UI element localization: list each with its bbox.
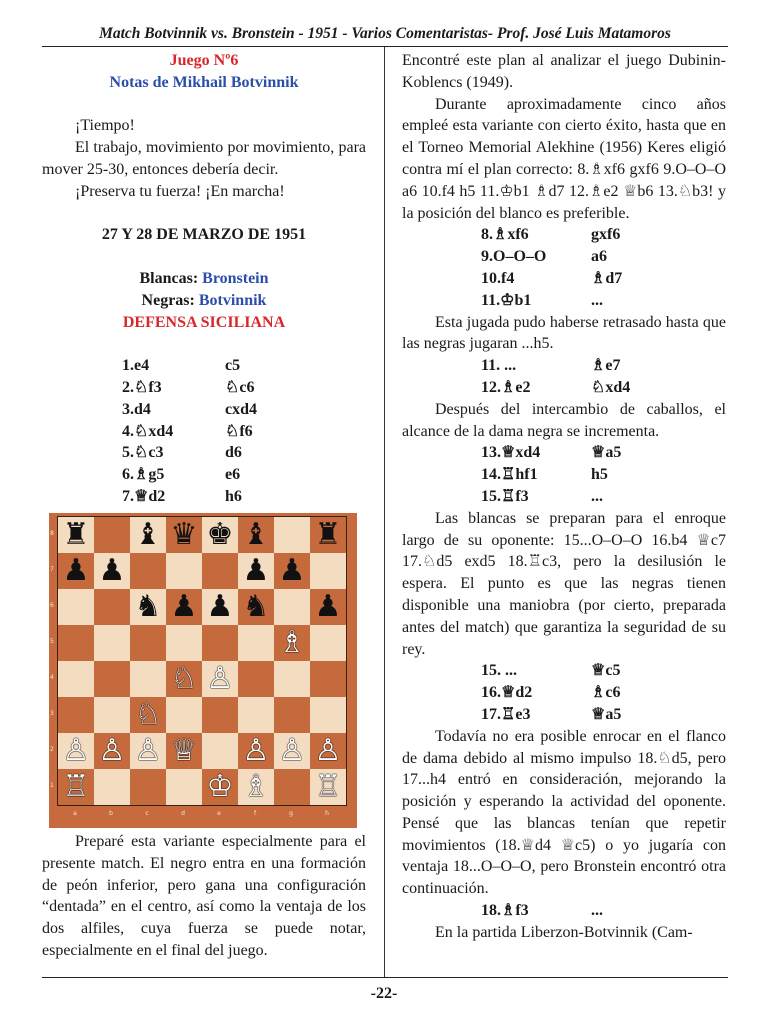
white-rook-icon: ♖ (62, 769, 90, 804)
white-move: 4.♘xd4 (122, 422, 174, 440)
square-g4 (274, 661, 310, 697)
white-move: 9.O–O–O (481, 248, 547, 266)
white-label: Blancas: (139, 269, 199, 287)
square-a3 (58, 697, 94, 733)
square-f6 (238, 589, 274, 625)
move-row (481, 224, 726, 246)
left-column (42, 50, 366, 508)
black-move: ♘c6 (225, 378, 255, 396)
square-f4 (238, 661, 274, 697)
white-move: 10.f4 (481, 269, 515, 287)
move-row (481, 442, 726, 464)
quote-line-3: ¡Preserva tu fuerza! ¡En marcha! (75, 182, 285, 200)
square-d4 (166, 661, 202, 697)
square-a7 (58, 553, 94, 589)
move-row (481, 290, 726, 312)
rank-label: 4 (50, 674, 54, 681)
white-pawn-icon: ♙ (134, 733, 162, 768)
black-bishop-icon: ♝ (134, 517, 162, 552)
black-move: ... (591, 902, 603, 920)
move-row (481, 682, 726, 704)
moves-block-4 (481, 660, 726, 725)
square-g2 (274, 733, 310, 769)
square-d5 (166, 625, 202, 661)
move-row (122, 486, 366, 508)
file-label: e (217, 810, 221, 817)
black-move: d6 (225, 444, 242, 462)
square-a6 (58, 589, 94, 625)
black-move: ♗e7 (591, 357, 621, 375)
file-label: f (253, 810, 257, 817)
square-c5 (130, 625, 166, 661)
move-row (122, 399, 366, 421)
rank-label: 2 (50, 746, 54, 753)
move-row (122, 377, 366, 399)
square-h7 (310, 553, 346, 589)
black-queen-icon: ♛ (170, 517, 198, 552)
square-b4 (94, 661, 130, 697)
square-b6 (94, 589, 130, 625)
black-pawn-icon: ♟ (62, 553, 90, 588)
black-pawn-icon: ♟ (314, 589, 342, 624)
file-label: g (289, 810, 293, 817)
white-move: 3.d4 (122, 400, 151, 418)
square-e5 (202, 625, 238, 661)
square-a4 (58, 661, 94, 697)
square-e4 (202, 661, 238, 697)
white-move: 2.♘f3 (122, 378, 162, 396)
page-number: -22- (370, 985, 398, 1002)
white-name: Bronstein (202, 269, 269, 287)
moves-block-1 (481, 224, 726, 311)
white-move: 1.e4 (122, 357, 150, 375)
file-label: d (181, 810, 185, 817)
square-e1 (202, 769, 238, 805)
black-move: ♘xd4 (591, 378, 631, 396)
square-f2 (238, 733, 274, 769)
move-row (481, 486, 726, 508)
move-row (481, 355, 726, 377)
square-e7 (202, 553, 238, 589)
square-b8 (94, 517, 130, 553)
square-d2 (166, 733, 202, 769)
black-name: Botvinnik (198, 291, 267, 309)
white-move: 7.♕d2 (122, 487, 166, 505)
black-move: cxd4 (225, 400, 257, 418)
white-king-icon: ♔ (206, 769, 234, 804)
white-pawn-icon: ♙ (98, 733, 126, 768)
square-g6 (274, 589, 310, 625)
file-label: b (109, 810, 113, 817)
game-date: 27 Y 28 DE MARZO DE 1951 (101, 226, 307, 244)
white-pawn-icon: ♙ (206, 661, 234, 696)
square-g8 (274, 517, 310, 553)
black-move: ... (591, 291, 603, 309)
square-b3 (94, 697, 130, 733)
white-move: 6.♗g5 (122, 466, 165, 484)
chess-board (57, 516, 347, 806)
white-knight-icon: ♘ (170, 661, 198, 696)
black-move: a6 (591, 248, 607, 266)
rank-labels (50, 516, 57, 804)
square-c3 (130, 697, 166, 733)
square-d1 (166, 769, 202, 805)
white-pawn-icon: ♙ (242, 733, 270, 768)
move-row (122, 421, 366, 443)
black-rook-icon: ♜ (314, 517, 342, 552)
white-player (42, 268, 366, 290)
square-g5 (274, 625, 310, 661)
moves-block-5 (481, 900, 726, 922)
square-e3 (202, 697, 238, 733)
white-move: 11.♔b1 (481, 291, 532, 309)
square-c8 (130, 517, 166, 553)
white-knight-icon: ♘ (134, 697, 162, 732)
black-player (42, 290, 366, 312)
commentary-p1: Encontré este plan al analizar el juego Dubinin-Koblencs (1949). (402, 52, 726, 91)
black-move: e6 (225, 466, 241, 484)
rank-label: 5 (50, 638, 54, 645)
black-pawn-icon: ♟ (170, 589, 198, 624)
running-header: Match Botvinnik vs. Bronstein - 1951 - Varios Comentaristas- Prof. José Luis Matamoros (99, 25, 671, 42)
column-divider (384, 47, 385, 977)
square-f7 (238, 553, 274, 589)
rank-label: 7 (50, 566, 54, 573)
white-move: 18.♗f3 (481, 902, 529, 920)
white-pawn-icon: ♙ (62, 733, 90, 768)
file-label: c (145, 810, 149, 817)
notes-author: Notas de Mikhail Botvinnik (109, 73, 299, 91)
square-a8 (58, 517, 94, 553)
black-knight-icon: ♞ (242, 589, 270, 624)
black-rook-icon: ♜ (62, 517, 90, 552)
moves-block-3 (481, 442, 726, 507)
white-move: 5.♘c3 (122, 444, 164, 462)
commentary-p5: Las blancas se preparan para el enroque largo de su oponente: 15...O–O–O 16.b4 ♕c7 17.♘d5 exd5 18.♖c3, pero la desilusión le espera. El punto es que las negras tienen disponible una maniobra (por cierto, preparada antes del match) que garantiza la seguridad de su rey. (402, 509, 726, 658)
commentary-p4: Después del intercambio de caballos, el alcance de la dama negra se incrementa. (402, 400, 726, 440)
square-d8 (166, 517, 202, 553)
square-d7 (166, 553, 202, 589)
black-pawn-icon: ♟ (98, 553, 126, 588)
move-row (481, 246, 726, 268)
square-h6 (310, 589, 346, 625)
black-move: ♘f6 (225, 422, 253, 440)
white-queen-icon: ♕ (170, 733, 198, 768)
black-move: ♕a5 (591, 444, 622, 462)
black-pawn-icon: ♟ (206, 589, 234, 624)
white-move: 15.♖f3 (481, 487, 529, 505)
file-label: h (325, 810, 329, 817)
white-move: 15. ... (481, 662, 517, 680)
move-row (481, 704, 726, 726)
square-a5 (58, 625, 94, 661)
black-knight-icon: ♞ (134, 589, 162, 624)
square-c4 (130, 661, 166, 697)
file-labels (57, 807, 345, 821)
square-d3 (166, 697, 202, 733)
square-h4 (310, 661, 346, 697)
square-f8 (238, 517, 274, 553)
rank-label: 3 (50, 710, 54, 717)
square-b1 (94, 769, 130, 805)
white-pawn-icon: ♙ (278, 733, 306, 768)
black-move: ♕c5 (591, 662, 621, 680)
square-g1 (274, 769, 310, 805)
square-e8 (202, 517, 238, 553)
square-g7 (274, 553, 310, 589)
square-h1 (310, 769, 346, 805)
black-move: ♗d7 (591, 269, 623, 287)
black-king-icon: ♚ (206, 517, 234, 552)
square-b2 (94, 733, 130, 769)
white-move: 14.♖hf1 (481, 466, 538, 484)
quote-line-2: El trabajo, movimiento por movimiento, para mover 25-30, entonces debería decir. (42, 139, 366, 178)
black-move: gxf6 (591, 226, 621, 244)
white-move: 8.♗xf6 (481, 226, 529, 244)
square-f1 (238, 769, 274, 805)
white-bishop-icon: ♗ (278, 625, 306, 660)
white-rook-icon: ♖ (314, 769, 342, 804)
square-h5 (310, 625, 346, 661)
square-f5 (238, 625, 274, 661)
square-b5 (94, 625, 130, 661)
black-move: c5 (225, 357, 241, 375)
moves-block-2 (481, 355, 726, 399)
black-move: ... (591, 487, 603, 505)
move-row (481, 660, 726, 682)
commentary-p2: Durante aproximadamente cinco años empleé esta variante con cierto éxito, hasta que en el Torneo Memorial Alekhine (1956) Keres eligió contra mí el plan correcto: 8.♗xf6 gxf6 9.O–O–O a6 10.f4 h5 11.♔b1 ♗d7 12.♗e2 ♕b6 13.♘b3! y la posición del blanco es preferible. (402, 95, 726, 222)
opening-name: DEFENSA SICILIANA (122, 313, 286, 331)
white-move: 12.♗e2 (481, 378, 531, 396)
square-a2 (58, 733, 94, 769)
black-pawn-icon: ♟ (242, 553, 270, 588)
square-a1 (58, 769, 94, 805)
square-c1 (130, 769, 166, 805)
black-move: h5 (591, 466, 608, 484)
black-label: Negras: (141, 291, 195, 309)
white-move: 17.♖e3 (481, 705, 531, 723)
white-move: 16.♕d2 (481, 684, 533, 702)
rank-label: 1 (50, 782, 54, 789)
black-pawn-icon: ♟ (278, 553, 306, 588)
white-move: 13.♕xd4 (481, 444, 541, 462)
square-e2 (202, 733, 238, 769)
rank-label: 6 (50, 602, 54, 609)
square-h8 (310, 517, 346, 553)
black-move: ♗c6 (591, 684, 621, 702)
commentary-p7: En la partida Liberzon-Botvinnik (Cam- (435, 923, 693, 941)
square-c6 (130, 589, 166, 625)
right-column (402, 50, 726, 944)
square-e6 (202, 589, 238, 625)
chess-diagram (49, 513, 357, 828)
white-bishop-icon: ♗ (242, 769, 270, 804)
commentary-p3: Esta jugada pudo haberse retrasado hasta que las negras jugaran ...h5. (402, 313, 726, 353)
square-f3 (238, 697, 274, 733)
move-row (481, 464, 726, 486)
move-row (481, 900, 726, 922)
commentary-preparation: Preparé esta variante especialmente para el presente match. El negro entra en una formación de peón inferior, pero gana una configuración “dentada” en el centro, así como la ventaja de los dos alfiles, cuya fuerza se puede notar, especialmente en el final del juego. (42, 833, 366, 959)
commentary-p6: Todavía no era posible enrocar en el flanco de dama debido al mismo impulso 18.♘d5, pero 17...h4 entró en consideración, mejorando la posición y esperando la actividad del oponente. Pensé que las blancas tenían que repetir movimientos (18.♕d4 ♕c5) o yo jugaría con ventaja 18...O–O–O, pero Bronstein encontró otra continuación. (402, 727, 726, 898)
opening-moves-list (122, 355, 366, 508)
file-label: a (73, 810, 77, 817)
move-row (122, 464, 366, 486)
move-row (122, 355, 366, 377)
white-move: 11. ... (481, 357, 517, 375)
rank-label: 8 (50, 530, 54, 537)
black-move: h6 (225, 487, 242, 505)
game-title: Juego Nº6 (169, 52, 239, 69)
black-bishop-icon: ♝ (242, 517, 270, 552)
footer-rule (42, 977, 728, 978)
move-row (481, 377, 726, 399)
white-pawn-icon: ♙ (314, 733, 342, 768)
square-h2 (310, 733, 346, 769)
square-d6 (166, 589, 202, 625)
header-rule (42, 46, 728, 47)
square-h3 (310, 697, 346, 733)
move-row (122, 442, 366, 464)
square-c7 (130, 553, 166, 589)
square-b7 (94, 553, 130, 589)
square-g3 (274, 697, 310, 733)
move-row (481, 268, 726, 290)
black-move: ♕a5 (591, 705, 622, 723)
quote-line-1: ¡Tiempo! (75, 117, 135, 135)
square-c2 (130, 733, 166, 769)
